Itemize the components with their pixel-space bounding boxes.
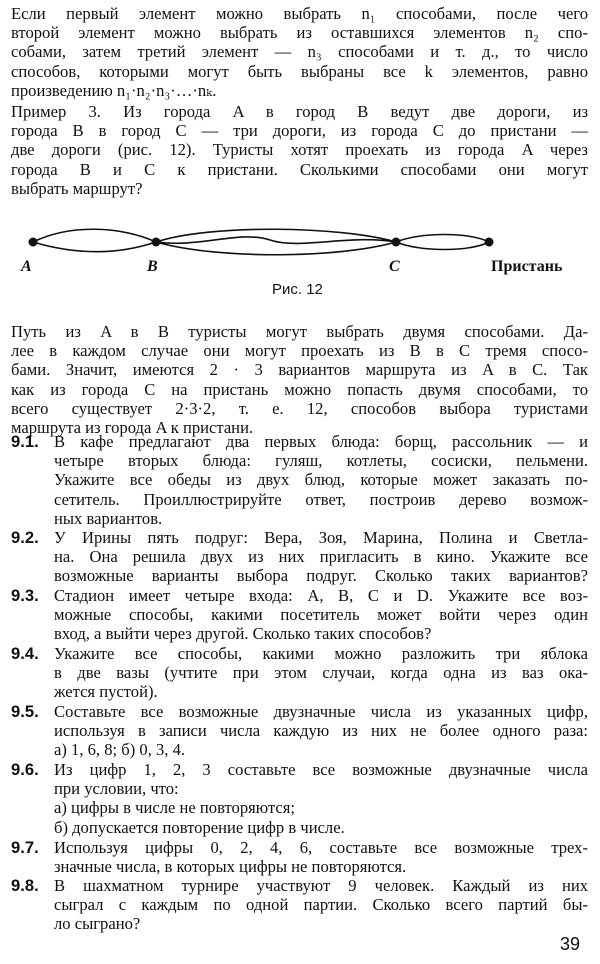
- label-b: B: [147, 258, 158, 275]
- text-line: Укажите все способы, какими можно разложить три яблока: [54, 644, 588, 663]
- text-line: возможные варианты выбора подруг. Сколько таких вариантов?: [54, 566, 588, 586]
- exercise-9-5: [11, 702, 588, 760]
- road-b-c-2: [156, 237, 396, 243]
- text-line: можные способы, какими посетитель может войти через один: [54, 605, 588, 625]
- text-line: Из цифр 1, 2, 3 составьте все возможные двузначные числа: [54, 760, 588, 779]
- exercise-9-3: [11, 586, 588, 644]
- node-b: [152, 238, 161, 247]
- text-line: а) цифры в числе не повторяются;: [54, 798, 296, 818]
- text-line: б) допускается повторение цифр в числе.: [54, 817, 345, 837]
- exercise-number: 9.1.: [11, 432, 39, 451]
- text-line: второй элемент можно выбрать из оставшихся элементов n₂ спо-: [11, 23, 588, 43]
- exercise-9-4: [11, 644, 588, 702]
- text-line: вход, а выйти через другой. Сколько таких способов?: [54, 624, 432, 644]
- text-line: всего существует 2·3·2, т. е. 12, способов выбора туристами: [11, 398, 588, 418]
- text-line: В шахматном турнире участвуют 9 человек. Каждый из них: [54, 876, 588, 895]
- text-line: Укажите все обеды из двух блюд, которые может заказать по-: [54, 470, 588, 490]
- route-figure: [0, 220, 600, 304]
- exercise-9-7: [11, 838, 588, 876]
- text-line: У Ирины пять подруг: Вера, Зоя, Марина, Полина и Светла-: [54, 528, 588, 547]
- exercise-number: 9.8.: [11, 876, 39, 895]
- exercise-number: 9.4.: [11, 644, 39, 663]
- road-c-pier-lower: [396, 242, 489, 250]
- text-line: произведению n₁·n₂·n₃·…·nₖ.: [11, 80, 217, 100]
- text-line: собами, затем третий элемент — n₃ способами и т. д., то число: [11, 42, 588, 62]
- text-line: сетитель. Проиллюстрируйте ответ, построив дерево возмож-: [54, 489, 588, 509]
- text-line: ло сыграно?: [54, 914, 141, 934]
- text-line: маршрута из города A к пристани.: [11, 418, 254, 438]
- road-a-b-lower: [33, 242, 156, 252]
- text-line: сыграл с каждым по одной партии. Сколько всего партий бы-: [54, 895, 588, 915]
- node-a: [29, 238, 38, 247]
- road-a-b-upper: [33, 229, 156, 242]
- text-line: города B и C к пристани. Сколькими способами они могут: [11, 159, 588, 179]
- exercise-text: [54, 838, 588, 876]
- text-line: значные числа, в которых цифры не повторяются.: [54, 857, 407, 877]
- text-line: выбрать маршрут?: [11, 178, 143, 198]
- page-number: 39: [560, 934, 581, 954]
- example-3-paragraph: [11, 102, 588, 198]
- solution-paragraph: [11, 322, 588, 437]
- exercise-9-8: [11, 876, 588, 934]
- text-line: а) 1, 6, 8; б) 0, 3, 4.: [54, 740, 186, 760]
- text-line: Составьте все возможные двузначные числа из указанных цифр,: [54, 702, 588, 721]
- text-line: как из города C на пристань можно попасть двумя способами, то: [11, 379, 588, 399]
- exercise-text: [54, 586, 588, 644]
- road-c-pier-upper: [396, 235, 489, 243]
- exercise-text: [54, 702, 588, 760]
- text-line: Путь из A в B туристы могут выбрать двумя способами. Да-: [11, 322, 588, 341]
- exercise-text: [54, 760, 588, 837]
- text-line: В кафе предлагают два первых блюда: борщ, рассольник — и: [54, 432, 588, 451]
- exercise-9-6: [11, 760, 588, 837]
- text-line: Пример 3. Из города A в город B ведут две дороги, из: [11, 102, 588, 121]
- text-line: Если первый элемент можно выбрать n₁ способами, после чего: [11, 4, 588, 23]
- exercise-text: [54, 528, 588, 586]
- node-pier: [485, 238, 494, 247]
- text-line: две дороги (рис. 12). Туристы хотят проехать из города A через: [11, 140, 588, 160]
- exercise-number: 9.6.: [11, 760, 39, 779]
- node-c: [392, 238, 401, 247]
- text-line: лее в каждом случае они могут проехать из B в C тремя спосо-: [11, 341, 588, 361]
- rule-paragraph: [11, 4, 588, 100]
- exercise-9-1: [11, 432, 588, 528]
- exercise-text: [54, 876, 588, 934]
- exercise-number: 9.3.: [11, 586, 39, 605]
- text-line: четыре вторых блюда: гуляш, котлеты, сосиски, пельмени.: [54, 451, 588, 471]
- label-a: A: [21, 258, 32, 275]
- text-line: города B в город C — три дороги, из города C до пристани —: [11, 121, 588, 141]
- exercise-number: 9.2.: [11, 528, 39, 547]
- exercise-9-2: [11, 528, 588, 586]
- figure-caption: Рис. 12: [272, 281, 323, 298]
- text-line: бами. Значит, имеются 2 · 3 вариантов маршрута из A в C. Так: [11, 360, 588, 380]
- text-line: ных вариантов.: [54, 508, 163, 528]
- text-line: в две вазы (учтите при этом случаи, когда одна из ваз ока-: [54, 663, 588, 683]
- text-line: жется пустой).: [54, 682, 158, 702]
- label-pier: Пристань: [491, 258, 563, 275]
- text-line: используя в записи числа каждую из них не более одного раза:: [54, 721, 588, 741]
- label-c: C: [389, 258, 400, 275]
- text-line: способов, которыми могут быть выбраны все k элементов, равно: [11, 61, 588, 81]
- exercise-number: 9.5.: [11, 702, 39, 721]
- road-b-c-3: [156, 242, 396, 255]
- text-line: Стадион имеет четыре входа: A, B, C и D. Укажите все воз-: [54, 586, 588, 605]
- text-line: при условии, что:: [54, 779, 179, 799]
- exercise-text: [54, 432, 588, 528]
- exercise-number: 9.7.: [11, 838, 39, 857]
- text-line: Используя цифры 0, 2, 4, 6, составьте все возможные трех-: [54, 838, 588, 857]
- exercise-text: [54, 644, 588, 702]
- text-line: на. Она решила двух из них пригласить в кино. Укажите все: [54, 547, 588, 567]
